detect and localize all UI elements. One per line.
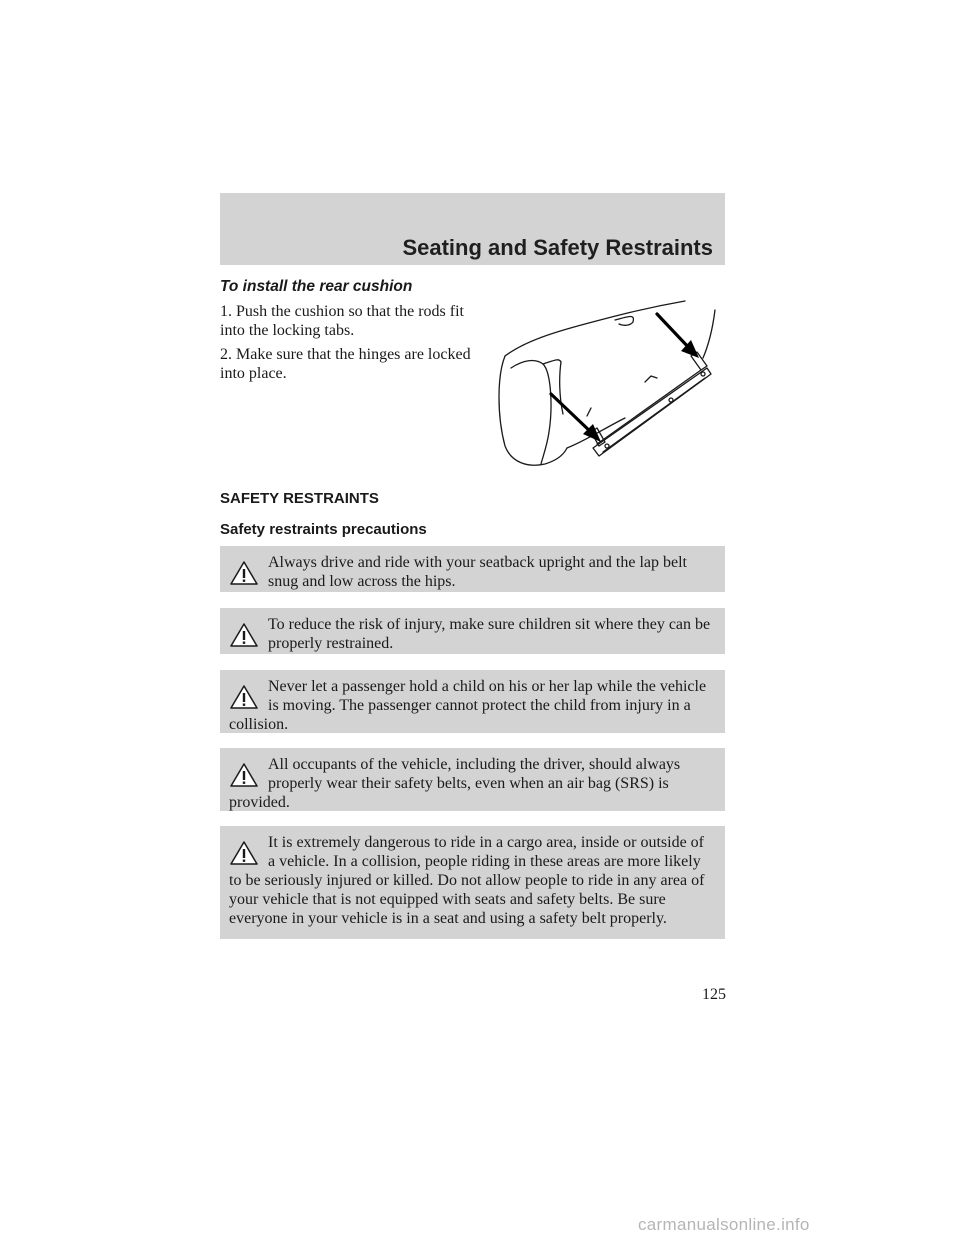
- warning-box: [220, 670, 725, 733]
- section-title: Seating and Safety Restraints: [402, 235, 713, 260]
- rear-cushion-illustration: [495, 296, 725, 472]
- warning-text: Never let a passenger hold a child on his or her lap while the vehicle is moving. The passenger cannot protect the child from injury in a collision.: [229, 678, 707, 733]
- warning-triangle-icon: [229, 840, 259, 866]
- warning-triangle-icon: [229, 762, 259, 788]
- warning-triangle-icon: [229, 560, 259, 586]
- warning-triangle-icon: [229, 684, 259, 710]
- rear-cushion-heading: To install the rear cushion: [220, 278, 413, 295]
- warning-text: It is extremely dangerous to ride in a cargo area, inside or outside of a vehicle. In a collision, people riding in these areas are more likely to be seriously injured or killed. Do not allow people to ride in any area of your vehicle that is not equipped with seats and safety belts. Be sure everyone in your vehicle is in a seat and using a safety belt properly.: [229, 834, 705, 927]
- warning-box: [220, 826, 725, 939]
- safety-restraints-heading: SAFETY RESTRAINTS: [220, 490, 379, 507]
- warning-text: All occupants of the vehicle, including the driver, should always properly wear their safety belts, even when an air bag (SRS) is provided.: [229, 756, 681, 811]
- instruction-step-1: 1. Push the cushion so that the rods fit into the locking tabs.: [220, 303, 464, 339]
- precautions-subheading: Safety restraints precautions: [220, 521, 427, 538]
- instruction-step-2: 2. Make sure that the hinges are locked into place.: [220, 346, 471, 382]
- watermark: carmanualsonline.info: [638, 1215, 810, 1234]
- section-header-band: [220, 193, 725, 265]
- warning-box: [220, 748, 725, 811]
- warning-text: To reduce the risk of injury, make sure children sit where they can be properly restrained.: [268, 616, 711, 652]
- warning-triangle-icon: [229, 622, 259, 648]
- warning-box: [220, 608, 725, 654]
- warning-box: [220, 546, 725, 592]
- warning-text: Always drive and ride with your seatback upright and the lap belt snug and low across the hips.: [268, 554, 687, 590]
- page-number: 125: [702, 986, 726, 1003]
